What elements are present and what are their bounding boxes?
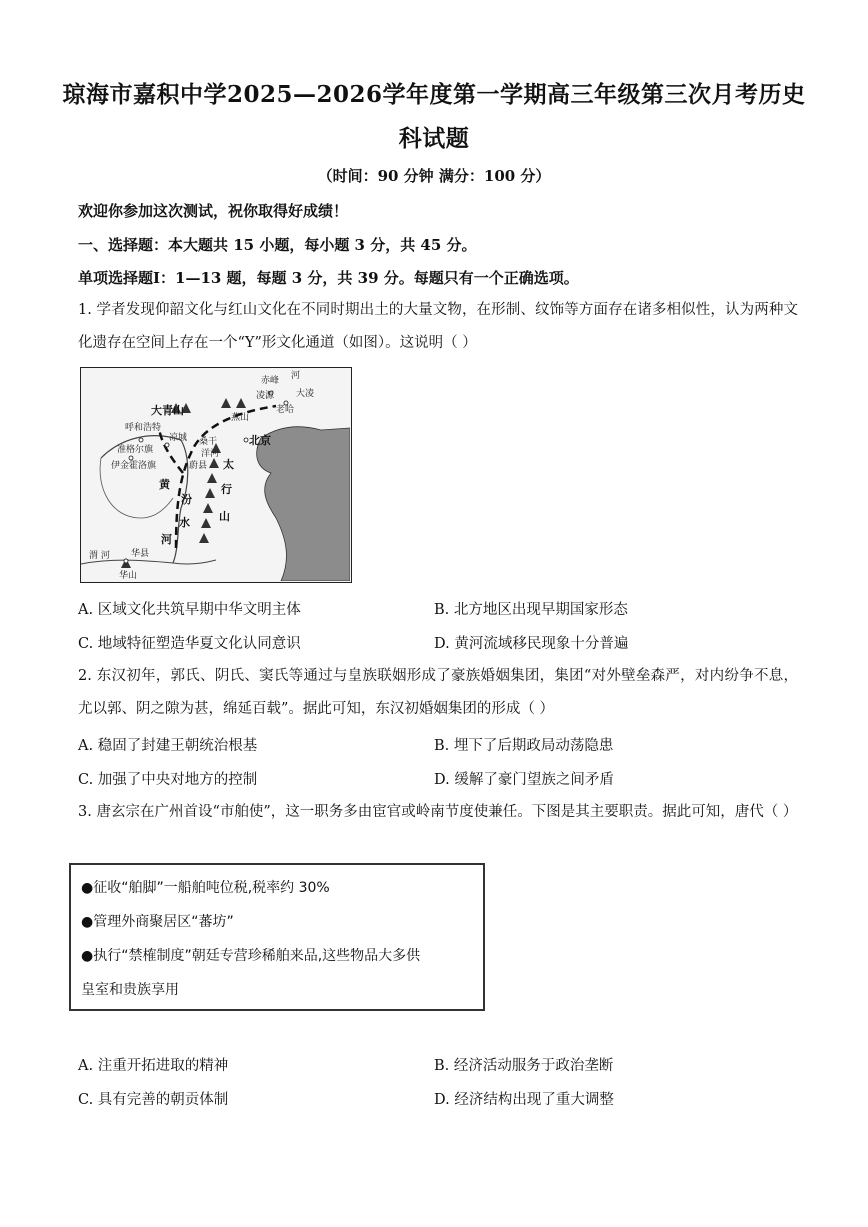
label-laoha: 老哈 xyxy=(276,405,295,415)
label-beijing: 北京 xyxy=(249,434,271,447)
q2-option-d: D. 缓解了豪门望族之间矛盾 xyxy=(434,772,614,788)
duty-item-1: ●征收“舶脚”一船舶吨位税,税率约 30% xyxy=(81,880,330,896)
question-1-stem: 1. 学者发现仰韶文化与红山文化在不同时期出土的大量文物，在形制、纹饰等方面存在诸多相似性，认为两种文化遗存在空间上存在一个“Y”形文化通道（如图）。这说明（ ） xyxy=(78,302,798,351)
exam-title-line1: 琼海市嘉积中学2025—2026学年度第一学期高三年级第三次月考历史 xyxy=(62,81,806,108)
label-he: 河 xyxy=(291,371,301,381)
label-liangcheng: 凉城 xyxy=(169,433,188,443)
map-graphic xyxy=(81,368,350,581)
question-3-stem: 3. 唐玄宗在广州首设“市舶使”，这一职务多由宦官或岭南节度使兼任。下图是其主要职责。据此可知，唐代（ ） xyxy=(78,804,798,820)
q1-option-d: D. 黄河流域移民现象十分普遍 xyxy=(434,636,629,652)
label-huashan: 华山 xyxy=(119,571,138,581)
q2-option-c: C. 加强了中央对地方的控制 xyxy=(78,772,258,788)
section-heading: 一、选择题：本大题共 15 小题，每小题 3 分，共 45 分。 xyxy=(78,236,477,254)
duty-item-2: ●管理外商聚居区“蕃坊” xyxy=(81,914,234,930)
label-huanghe-1: 黄 xyxy=(159,478,170,491)
question-2-stem: 2. 东汉初年，郭氏、阴氏、窦氏等通过与皇族联姻形成了豪族婚姻集团，集团“对外壁垒森严，对内纷争不息，尤以郭、阴之隙为甚，绵延百载”。据此可知，东汉初婚姻集团的形成（ ） xyxy=(78,668,798,717)
label-lingyuan: 凌源 xyxy=(256,391,275,401)
duty-item-3-cont: 皇室和贵族享用 xyxy=(81,982,179,998)
exam-time-score: （时间：90 分钟 满分：100 分） xyxy=(317,167,551,185)
label-daling: 大凌 xyxy=(296,389,315,399)
label-yanshan: 燕山 xyxy=(231,413,250,423)
q3-option-d: D. 经济结构出现了重大调整 xyxy=(434,1092,614,1108)
y-shaped-culture-corridor-map xyxy=(80,367,352,583)
label-weihe: 渭 河 xyxy=(89,551,110,561)
label-yuxian: 蔚县 xyxy=(189,461,208,471)
q3-option-b: B. 经济活动服务于政治垄断 xyxy=(434,1058,614,1074)
q1-option-c: C. 地域特征塑造华夏文化认同意识 xyxy=(78,636,301,652)
label-sanggan: 桑干 xyxy=(199,437,218,447)
q2-option-b: B. 埋下了后期政局动荡隐患 xyxy=(434,738,614,754)
label-daqingshan: 大青山 xyxy=(151,404,184,417)
exam-title-line2: 科试题 xyxy=(398,125,470,152)
q1-option-b: B. 北方地区出现早期国家形态 xyxy=(434,602,628,618)
label-taihang-3: 山 xyxy=(219,510,230,523)
q3-option-c: C. 具有完善的朝贡体制 xyxy=(78,1092,229,1108)
q2-option-a: A. 稳固了封建王朝统治根基 xyxy=(78,738,258,754)
shibo-duties-box xyxy=(69,863,485,1011)
label-fenshui-1: 汾 xyxy=(181,493,192,506)
label-zhungeer: 准格尔旗 xyxy=(117,445,154,455)
q3-option-a: A. 注重开拓进取的精神 xyxy=(78,1058,229,1074)
label-taihang-2: 行 xyxy=(221,483,232,496)
label-huanghe-2: 河 xyxy=(161,533,172,546)
label-chifeng: 赤峰 xyxy=(261,376,280,386)
subsection-heading: 单项选择题Ⅰ：1—13 题，每题 3 分，共 39 分。每题只有一个正确选项。 xyxy=(78,269,579,287)
q1-option-a: A. 区域文化共筑早期中华文明主体 xyxy=(78,602,301,618)
label-taihang-1: 太 xyxy=(223,458,234,471)
label-yanghe: 洋河 xyxy=(201,449,220,459)
label-fenshui-2: 水 xyxy=(179,516,190,529)
welcome-text: 欢迎你参加这次测试，祝你取得好成绩！ xyxy=(78,202,349,220)
label-huayin: 华县 xyxy=(131,549,150,559)
label-yijinhuoluo: 伊金霍洛旗 xyxy=(111,461,157,471)
duty-item-3: ●执行“禁榷制度”朝廷专营珍稀舶来品,这些物品大多供 xyxy=(81,948,421,964)
label-huhehaote: 呼和浩特 xyxy=(125,423,162,433)
